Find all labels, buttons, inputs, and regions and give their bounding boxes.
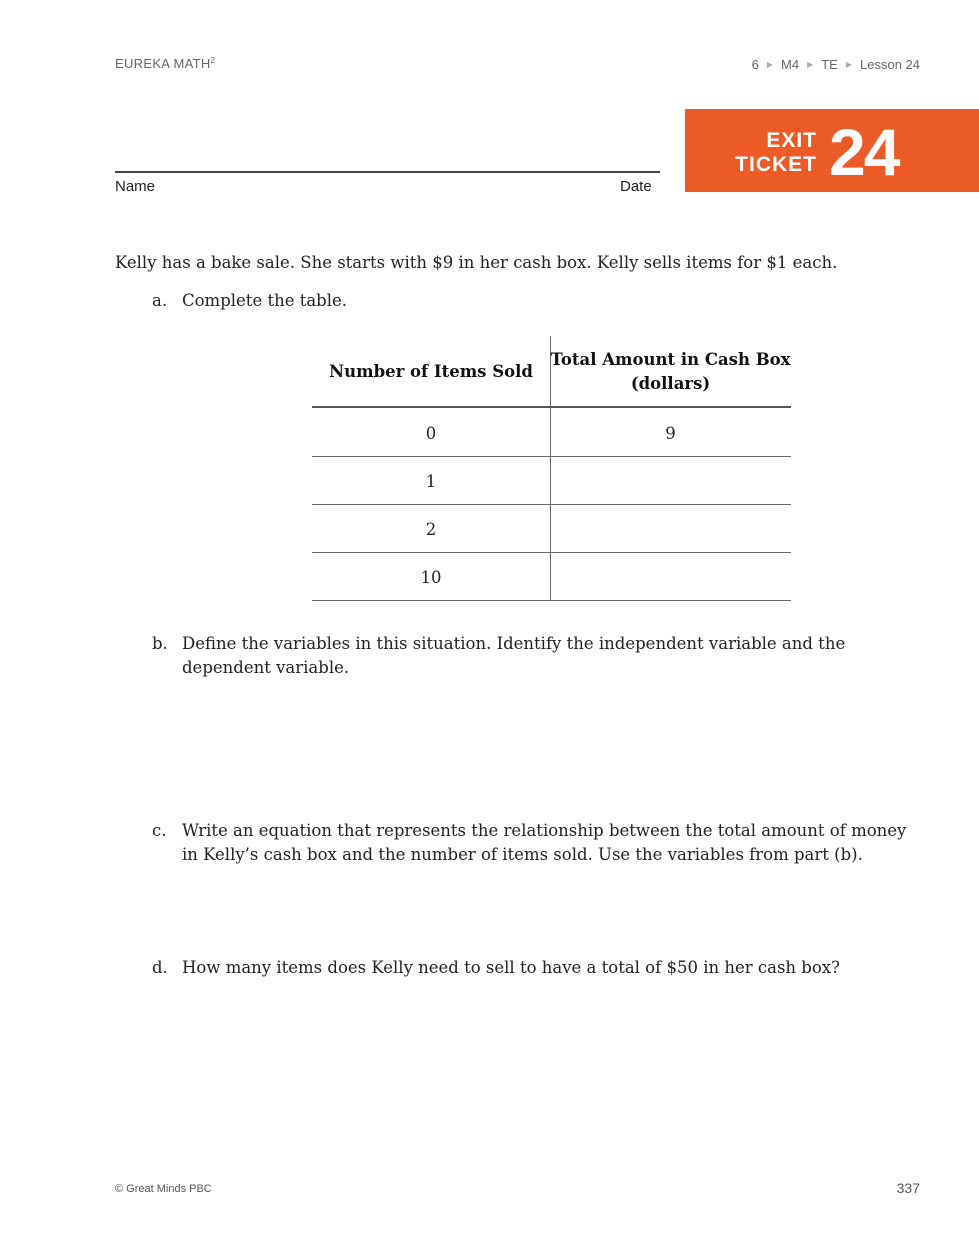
breadcrumb-arrow-icon: ▶ <box>845 60 852 69</box>
table-row-rule <box>312 504 791 505</box>
brand-superscript: 2 <box>210 56 216 65</box>
breadcrumb-lesson: Lesson 24 <box>860 57 920 72</box>
breadcrumb-arrow-icon: ▶ <box>766 60 773 69</box>
part-c-text-line1: Write an equation that represents the relationship between the total amount of money <box>182 821 907 840</box>
breadcrumb-module: M4 <box>781 57 800 72</box>
breadcrumb <box>752 57 920 72</box>
page-number: 337 <box>896 1180 920 1196</box>
part-b-text-line1: Define the variables in this situation. Identify the independent variable and the <box>182 634 846 653</box>
brand-logo <box>115 56 215 71</box>
part-d-letter: d. <box>152 958 168 977</box>
table-cell-items: 0 <box>425 424 437 443</box>
table-row-rule <box>312 552 791 553</box>
data-table <box>312 336 791 601</box>
table-header-rule <box>312 406 791 408</box>
problem-intro: Kelly has a bake sale. She starts with $9 in her cash box. Kelly sells items for $1 each. <box>115 253 838 272</box>
exit-ticket-line2: TICKET <box>735 153 817 176</box>
name-date-line <box>115 171 660 173</box>
part-d-text: How many items does Kelly need to sell to have a total of $50 in her cash box? <box>182 958 840 977</box>
table-header-total-line1: Total Amount in Cash Box <box>550 350 791 369</box>
part-c-text-line2: in Kelly’s cash box and the number of items sold. Use the variables from part (b). <box>182 845 863 864</box>
part-b-text-line2: dependent variable. <box>182 658 350 677</box>
table-cell-items: 1 <box>425 472 437 491</box>
table-row-rule <box>312 600 791 601</box>
table-cell-items: 2 <box>425 520 437 539</box>
part-a-text: Complete the table. <box>182 291 348 310</box>
part-c-letter: c. <box>152 821 167 840</box>
table-header-items: Number of Items Sold <box>329 362 533 381</box>
exit-ticket-number: 24 <box>829 115 899 189</box>
table-header-total <box>550 348 791 396</box>
exit-ticket-label <box>713 129 817 177</box>
table-cell-total: 9 <box>665 424 676 443</box>
exit-ticket-line1: EXIT <box>766 129 817 152</box>
table-row-rule <box>312 456 791 457</box>
brand-name: EUREKA MATH <box>115 56 211 71</box>
breadcrumb-grade: 6 <box>751 57 759 72</box>
copyright: © Great Minds PBC <box>115 1183 212 1195</box>
table-cell-items: 10 <box>420 568 442 587</box>
part-b-letter: b. <box>152 634 168 653</box>
exit-ticket-badge <box>685 109 979 192</box>
table-header-total-line2: (dollars) <box>630 374 711 393</box>
name-label: Name <box>115 178 156 195</box>
date-label: Date <box>620 178 652 195</box>
part-a-letter: a. <box>152 291 168 310</box>
breadcrumb-edition: TE <box>821 57 838 72</box>
breadcrumb-arrow-icon: ▶ <box>807 60 814 69</box>
